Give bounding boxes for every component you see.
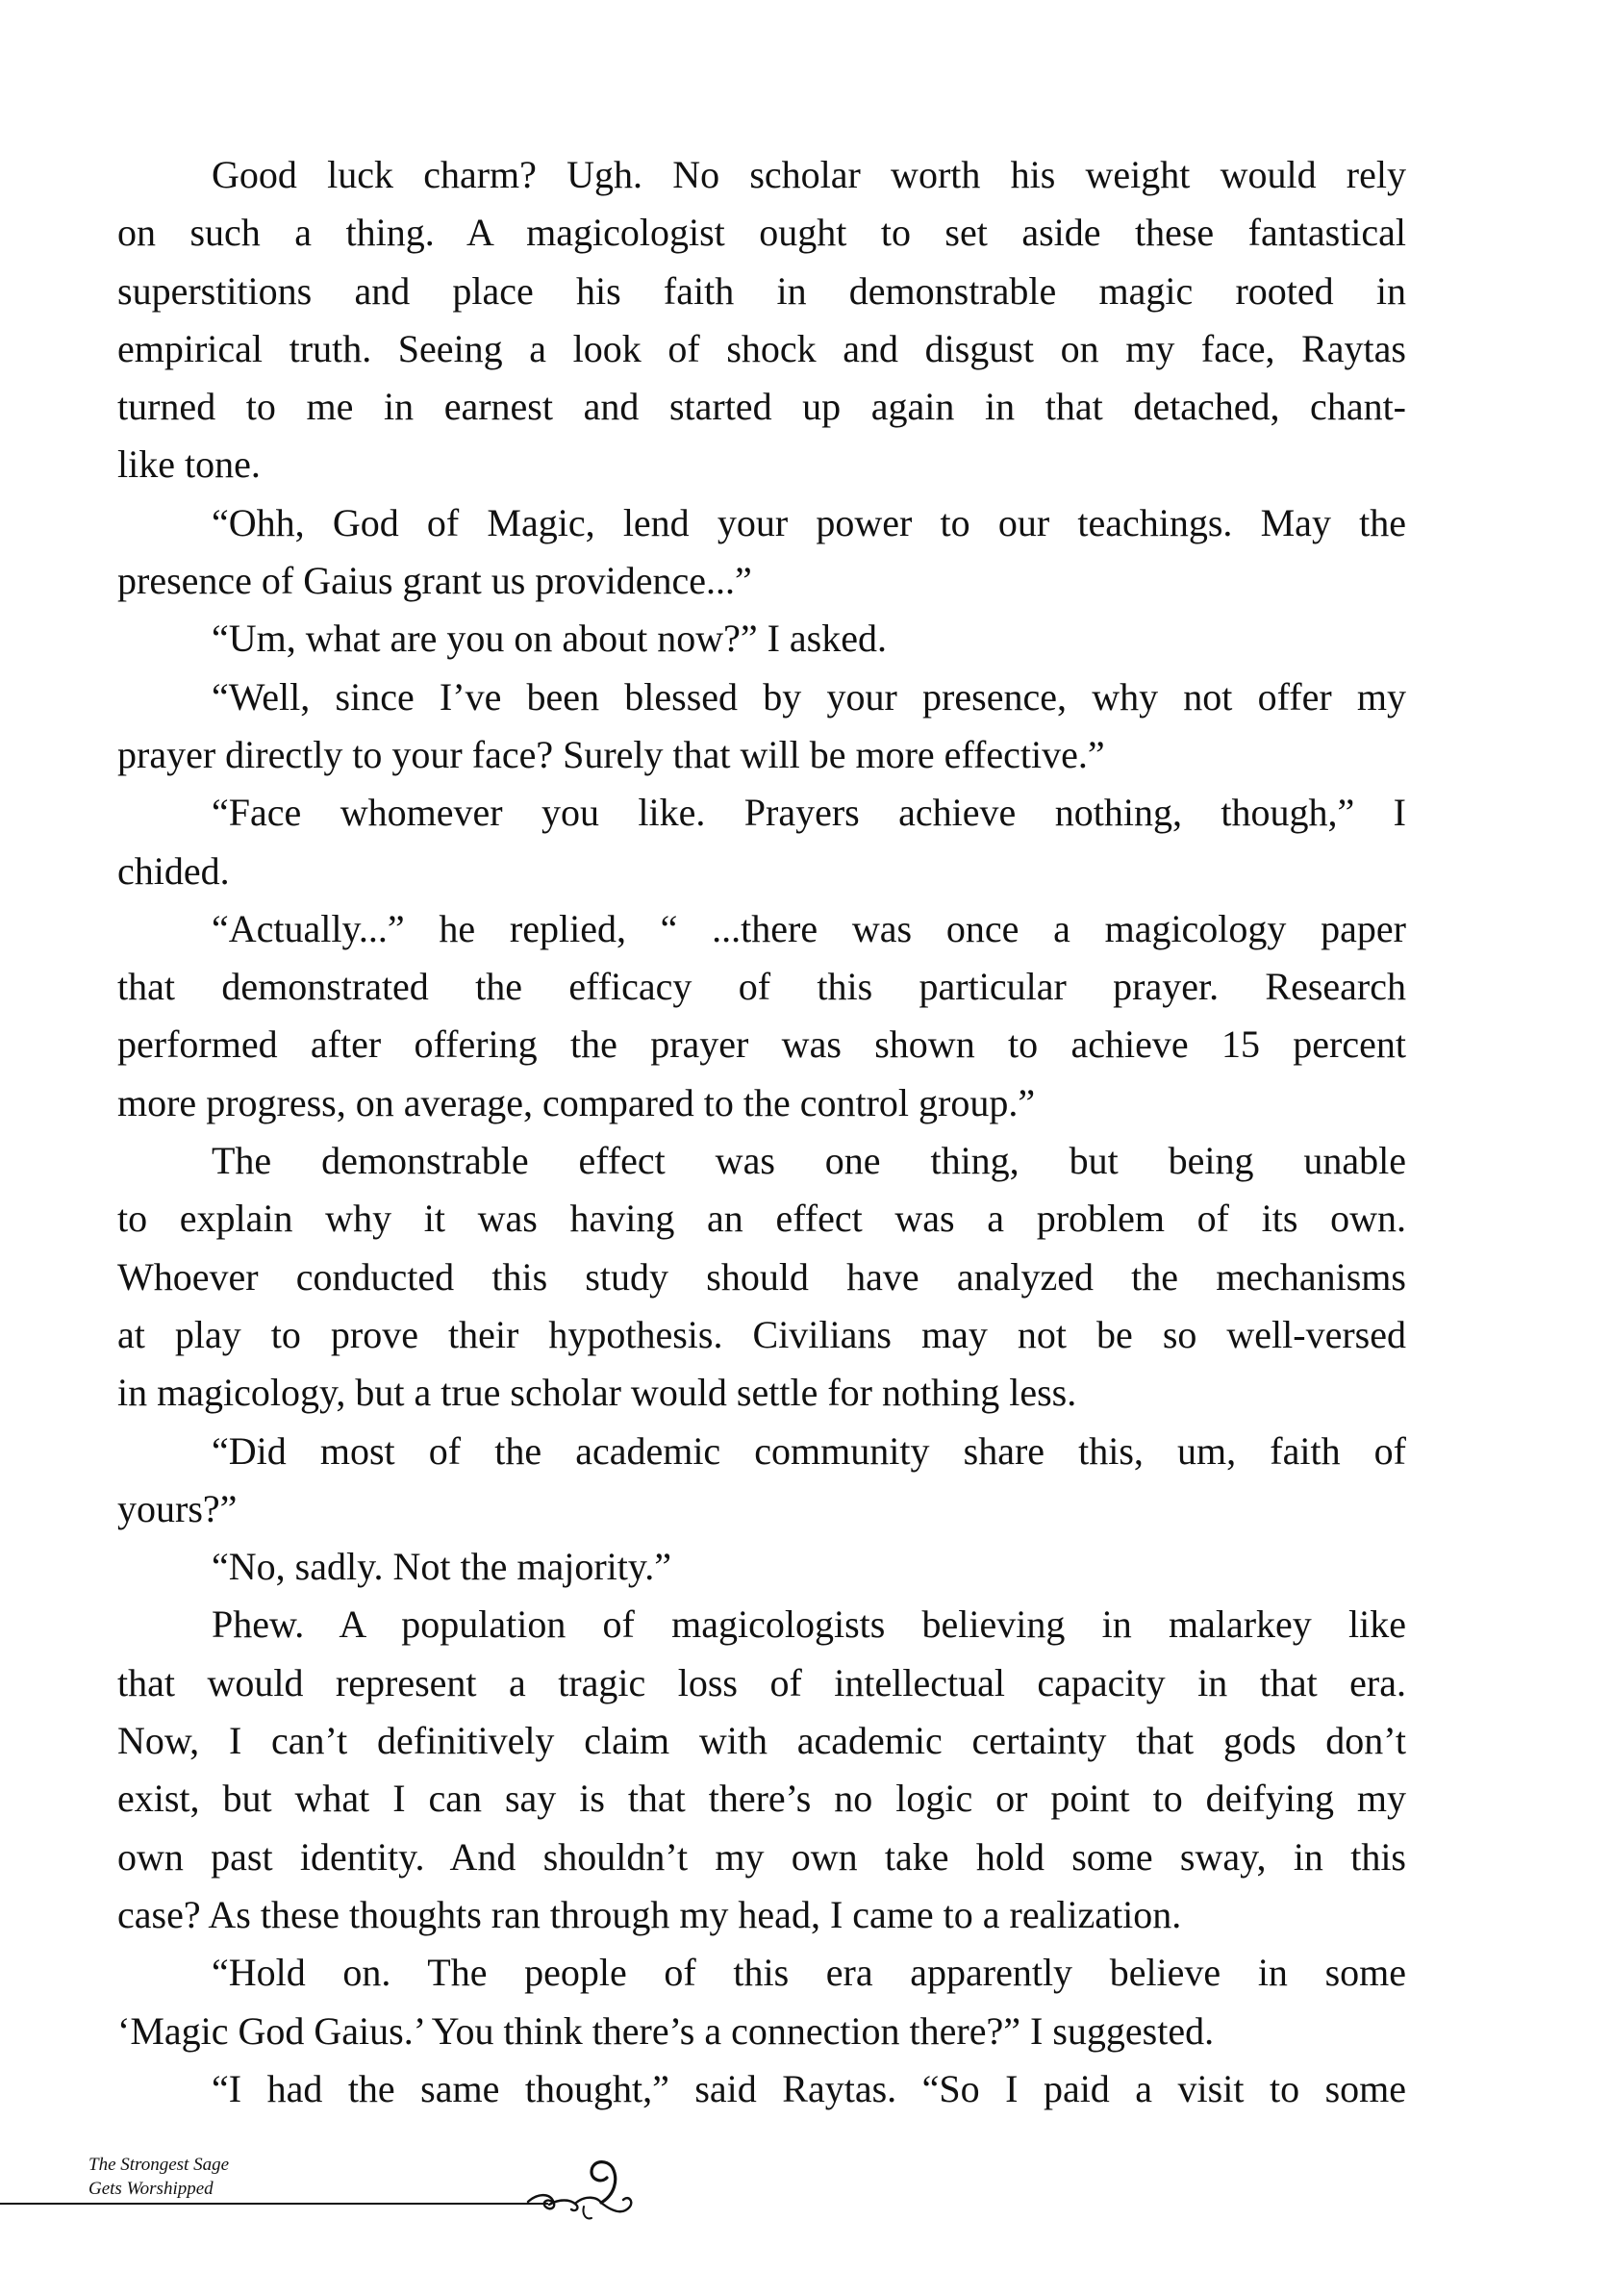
- text-line: The demonstrable effect was one thing, but being unable: [212, 1139, 1406, 1183]
- text-line: yours?”: [117, 1486, 238, 1530]
- flourish-ornament-icon: [524, 2147, 640, 2224]
- text-line: chided.: [117, 848, 230, 893]
- text-line: empirical truth. Seeing a look of shock and disgust on my face, Raytas: [117, 326, 1406, 370]
- running-footer-title: [88, 2153, 229, 2201]
- text-line: on such a thing. A magicologist ought to set aside these fantastical: [117, 211, 1406, 255]
- text-line: exist, but what I can say is that there’s no logic or point to deifying my: [117, 1777, 1406, 1821]
- text-line: “Well, since I’ve been blessed by your presence, why not offer my: [212, 674, 1406, 719]
- text-line: “Ohh, God of Magic, lend your power to our teachings. May the: [212, 500, 1406, 544]
- text-line: Phew. A population of magicologists believing in malarkey like: [212, 1602, 1406, 1647]
- text-line: Now, I can’t definitively claim with academic certainty that gods don’t: [117, 1719, 1406, 1763]
- text-line: “Did most of the academic community share this, um, faith of: [212, 1428, 1406, 1473]
- text-line: “Face whomever you like. Prayers achieve nothing, though,” I: [212, 791, 1406, 835]
- text-line: Whoever conducted this study should have analyzed the mechanisms: [117, 1254, 1406, 1299]
- footer-rule: [0, 2203, 548, 2205]
- text-line: prayer directly to your face? Surely that will be more effective.”: [117, 732, 1105, 776]
- footer-title-line-2: Gets Worshipped: [88, 2179, 214, 2199]
- text-line: at play to prove their hypothesis. Civilians may not be so well-versed: [117, 1312, 1406, 1356]
- text-line: superstitions and place his faith in demonstrable magic rooted in: [117, 268, 1406, 313]
- text-line: in magicology, but a true scholar would settle for nothing less.: [117, 1371, 1077, 1415]
- text-line: performed after offering the prayer was shown to achieve 15 percent: [117, 1022, 1406, 1067]
- text-line: turned to me in earnest and started up again in that detached, chant-: [117, 385, 1406, 429]
- text-line: that demonstrated the efficacy of this particular prayer. Research: [117, 965, 1406, 1009]
- page-body-text: [117, 146, 1406, 2118]
- text-line: “Um, what are you on about now?” I asked.: [212, 617, 887, 661]
- text-line: ‘Magic God Gaius.’ You think there’s a connection there?” I suggested.: [117, 2008, 1215, 2053]
- footer-title-line-1: The Strongest Sage: [88, 2155, 230, 2175]
- text-line: “No, sadly. Not the majority.”: [212, 1545, 672, 1589]
- text-line: own past identity. And shouldn’t my own take hold some sway, in this: [117, 1834, 1406, 1879]
- text-line: to explain why it was having an effect was a problem of its own.: [117, 1197, 1406, 1241]
- text-line: “I had the same thought,” said Raytas. “So I paid a visit to some: [212, 2066, 1406, 2110]
- text-line: that would represent a tragic loss of intellectual capacity in that era.: [117, 1660, 1406, 1704]
- text-line: presence of Gaius grant us providence...”: [117, 559, 752, 603]
- text-line: “Actually...” he replied, “ ...there was once a magicology paper: [212, 906, 1406, 950]
- text-line: Good luck charm? Ugh. No scholar worth his weight would rely: [212, 153, 1406, 196]
- text-line: more progress, on average, compared to the control group.”: [117, 1080, 1036, 1124]
- text-line: “Hold on. The people of this era apparently believe in some: [212, 1951, 1406, 1995]
- text-line: like tone.: [117, 442, 261, 487]
- text-line: case? As these thoughts ran through my head, I came to a realization.: [117, 1892, 1182, 1936]
